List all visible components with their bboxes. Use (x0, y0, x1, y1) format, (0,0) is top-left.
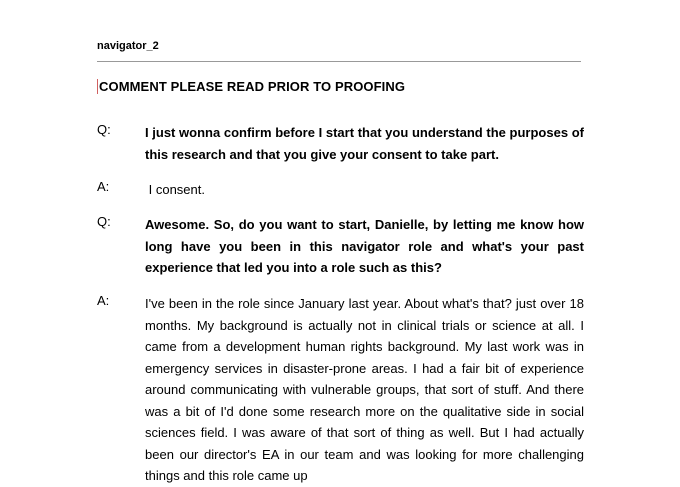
document-header-filename: navigator_2 (97, 40, 159, 52)
header-divider (97, 61, 581, 62)
speaker-label: A: (97, 293, 110, 308)
speaker-label: Q: (97, 122, 111, 137)
answer-text: I've been in the role since January last year. About what's that? just over 18 months. My background is actually not in clinical trials or science at all. I came from a development human rights background. My last work was in emergency services in disaster-prone areas. I had a fair bit of experience around communicating with vulnerable groups, that sort of stuff. And there was a bit of I'd done some research more on the qualitative side in social sciences field. I was aware of that sort of thing as well. But I had actually been our director's EA in our team and was looking for more challenging things and this role came up (145, 296, 584, 483)
speaker-label: A: (97, 179, 110, 194)
proofing-comment: COMMENT PLEASE READ PRIOR TO PROOFING (99, 79, 406, 94)
question-text: Awesome. So, do you want to start, Danielle, by letting me know how long have you been in this navigator role and what's your past experience that led you into a role such as this? (145, 217, 584, 275)
question-text: I just wonna confirm before I start that you understand the purposes of this research and that you give your consent to take part. (145, 125, 584, 162)
speaker-label: Q: (97, 214, 111, 229)
answer-text: I consent. (145, 182, 205, 197)
